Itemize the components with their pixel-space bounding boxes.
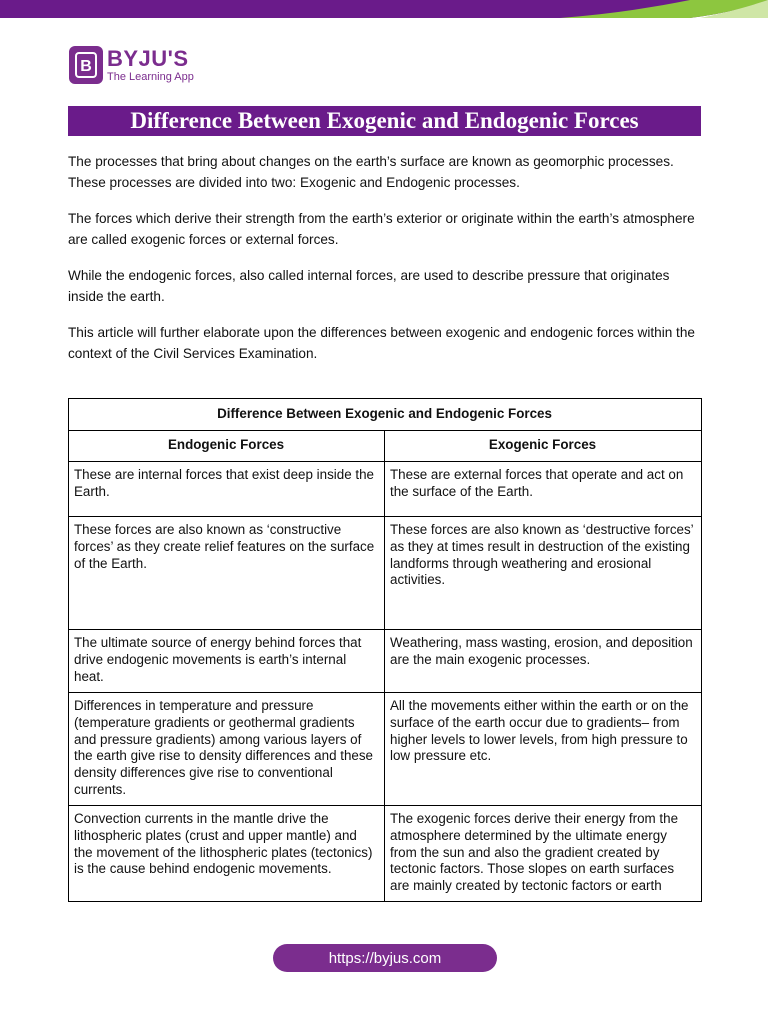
comparison-table bbox=[68, 398, 702, 902]
endogenic-cell: These are internal forces that exist deep inside the Earth. bbox=[69, 462, 385, 517]
header-exogenic: Exogenic Forces bbox=[385, 431, 702, 462]
page-title: Difference Between Exogenic and Endogenic Forces bbox=[68, 106, 701, 136]
exogenic-cell: These are external forces that operate and act on the surface of the Earth. bbox=[385, 462, 702, 517]
top-decorative-bar bbox=[0, 0, 768, 18]
endogenic-cell: Convection currents in the mantle drive the lithospheric plates (crust and upper mantle) and the movement of the lithospheric plates (tectonics) is the cause behind endogenic movements. bbox=[69, 806, 385, 902]
exogenic-cell: Weathering, mass wasting, erosion, and deposition are the main exogenic processes. bbox=[385, 630, 702, 693]
brand-tagline: The Learning App bbox=[107, 70, 194, 83]
table-row bbox=[69, 517, 702, 630]
header-endogenic: Endogenic Forces bbox=[69, 431, 385, 462]
table-row bbox=[69, 462, 702, 517]
intro-paragraph: The forces which derive their strength from the earth’s exterior or originate within the earth’s atmosphere are called exogenic forces or external forces. bbox=[68, 211, 695, 247]
table-row bbox=[69, 806, 702, 902]
exogenic-cell: The exogenic forces derive their energy from the atmosphere determined by the ultimate energy from the sun and also the gradient created by tectonic factors. Those slopes on earth surfaces are mainly created by tectonic factors or earth bbox=[385, 806, 702, 902]
exogenic-cell: These forces are also known as ‘destructive forces’ as they at times result in destruction of the existing landforms through weathering and erosional activities. bbox=[385, 517, 702, 630]
brand-logo[interactable] bbox=[69, 46, 194, 84]
table-caption-row bbox=[69, 399, 702, 431]
endogenic-cell: These forces are also known as ‘constructive forces’ as they create relief features on the surface of the Earth. bbox=[69, 517, 385, 630]
table-row bbox=[69, 693, 702, 806]
logo-mark-icon bbox=[69, 46, 103, 84]
table-caption: Difference Between Exogenic and Endogenic Forces bbox=[69, 399, 702, 431]
intro-paragraph: The processes that bring about changes on the earth’s surface are known as geomorphic processes. These processes are divided into two: Exogenic and Endogenic processes. bbox=[68, 154, 674, 190]
table-header-row bbox=[69, 431, 702, 462]
intro-section bbox=[68, 152, 708, 380]
endogenic-cell: The ultimate source of energy behind forces that drive endogenic movements is earth’s internal heat. bbox=[69, 630, 385, 693]
footer-url-link[interactable]: https://byjus.com bbox=[273, 944, 497, 972]
brand-name: BYJU'S bbox=[107, 45, 189, 71]
table-row bbox=[69, 630, 702, 693]
intro-paragraph: This article will further elaborate upon the differences between exogenic and endogenic forces within the context of the Civil Services Examination. bbox=[68, 325, 695, 361]
logo-letter: B bbox=[80, 58, 92, 75]
intro-paragraph: While the endogenic forces, also called internal forces, are used to describe pressure that originates inside the earth. bbox=[68, 268, 670, 304]
endogenic-cell: Differences in temperature and pressure (temperature gradients or geothermal gradients and pressure gradients) among various layers of the earth give rise to density differences and these density differences give rise to conventional currents. bbox=[69, 693, 385, 806]
exogenic-cell: All the movements either within the earth or on the surface of the earth occur due to gradients– from higher levels to lower levels, from high pressure to low pressure etc. bbox=[385, 693, 702, 806]
